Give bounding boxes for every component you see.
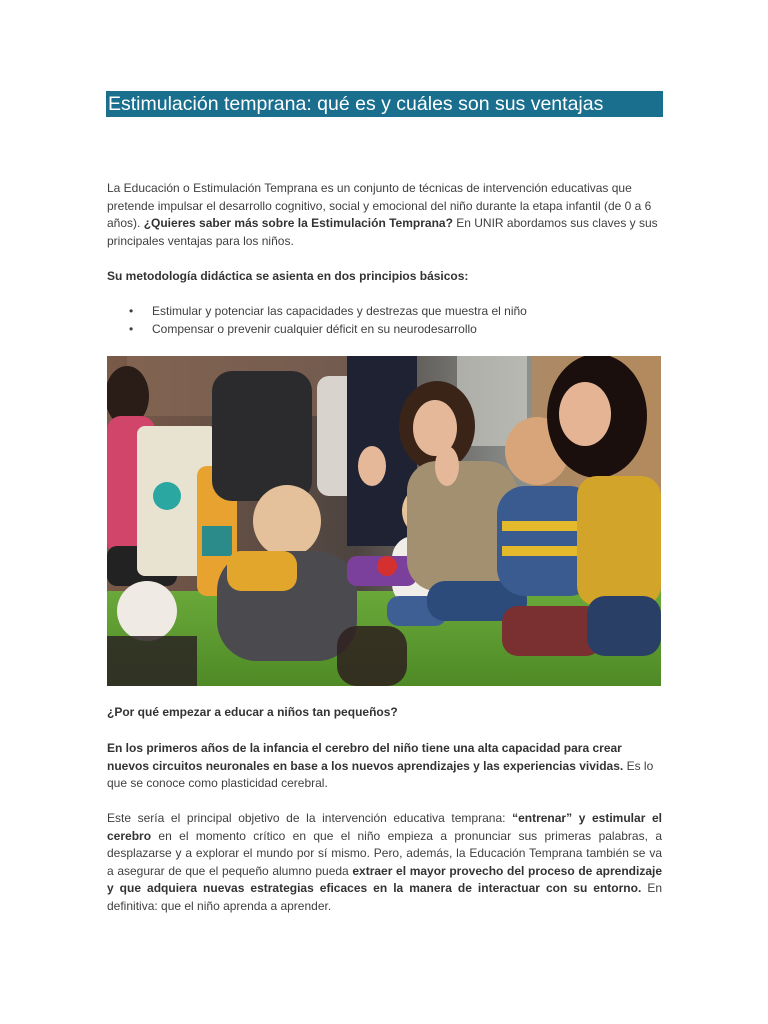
classroom-photo bbox=[107, 356, 661, 686]
methodology-heading-text: Su metodología didáctica se asienta en dos principios básicos: bbox=[107, 269, 469, 283]
paragraph-plasticity bbox=[107, 740, 662, 793]
principles-list bbox=[107, 303, 662, 338]
section-heading: ¿Por qué empezar a educar a niños tan pequeños? bbox=[107, 705, 398, 719]
methodology-heading bbox=[107, 268, 662, 286]
bullet-symbol: • bbox=[129, 304, 134, 318]
title-banner bbox=[106, 91, 663, 117]
intro-text-1: La Educación o Estimulación Temprana es un conjunto de técnicas de intervención educativas que pretende impulsar el desarrollo cognitivo, social y emocional del niño durante la etapa infantil (de 0 a 6 años). bbox=[107, 181, 652, 230]
bullet-symbol: • bbox=[129, 321, 134, 336]
plasticity-bold: En los primeros años de la infancia el cerebro del niño tiene una alta capacidad para crear nuevos circuitos neuronales en base a los nuevos aprendizajes y las experiencias vividas. bbox=[107, 741, 624, 773]
photo-illustration bbox=[107, 356, 661, 686]
objective-text-3: En definitiva: que el niño aprenda a aprender. bbox=[107, 881, 662, 913]
objective-bold-1: “entrenar” y estimular el cerebro bbox=[107, 811, 662, 843]
list-item bbox=[107, 303, 662, 321]
list-item-text: Compensar o prevenir cualquier déficit en su neurodesarrollo bbox=[152, 321, 477, 336]
baby-front bbox=[253, 485, 321, 557]
list-item-text: Estimular y potenciar las capacidades y destrezas que muestra el niño bbox=[152, 304, 527, 318]
objective-text-2: en el momento crítico en que el niño empieza a pronunciar sus primeras palabras, a desplazarse y a explorar el mundo por sí mismo. Pero, además, la Educación Temprana también se va a asegurar de que el pequeño alumno pueda bbox=[107, 828, 662, 878]
plasticity-text: Es lo que se conoce como plasticidad cerebral. bbox=[107, 758, 654, 790]
page-title: Estimulación temprana: qué es y cuáles son sus ventajas bbox=[108, 93, 604, 115]
intro-text-2: En UNIR abordamos sus claves y sus principales ventajas para los niños. bbox=[107, 216, 658, 248]
list-item bbox=[107, 321, 662, 339]
coat bbox=[212, 371, 312, 501]
objective-bold-2: extraer el mayor provecho del proceso de aprendizaje y que adquiera nuevas estrategias eficaces en la manera de interactuar con su entorno. bbox=[107, 863, 662, 895]
intro-paragraph bbox=[107, 180, 662, 250]
paragraph-objective bbox=[107, 810, 662, 915]
intro-bold-question: ¿Quieres saber más sobre la Estimulación Temprana? bbox=[143, 216, 453, 230]
objective-text-1: Este sería el principal objetivo de la intervención educativa temprana: bbox=[107, 811, 513, 825]
